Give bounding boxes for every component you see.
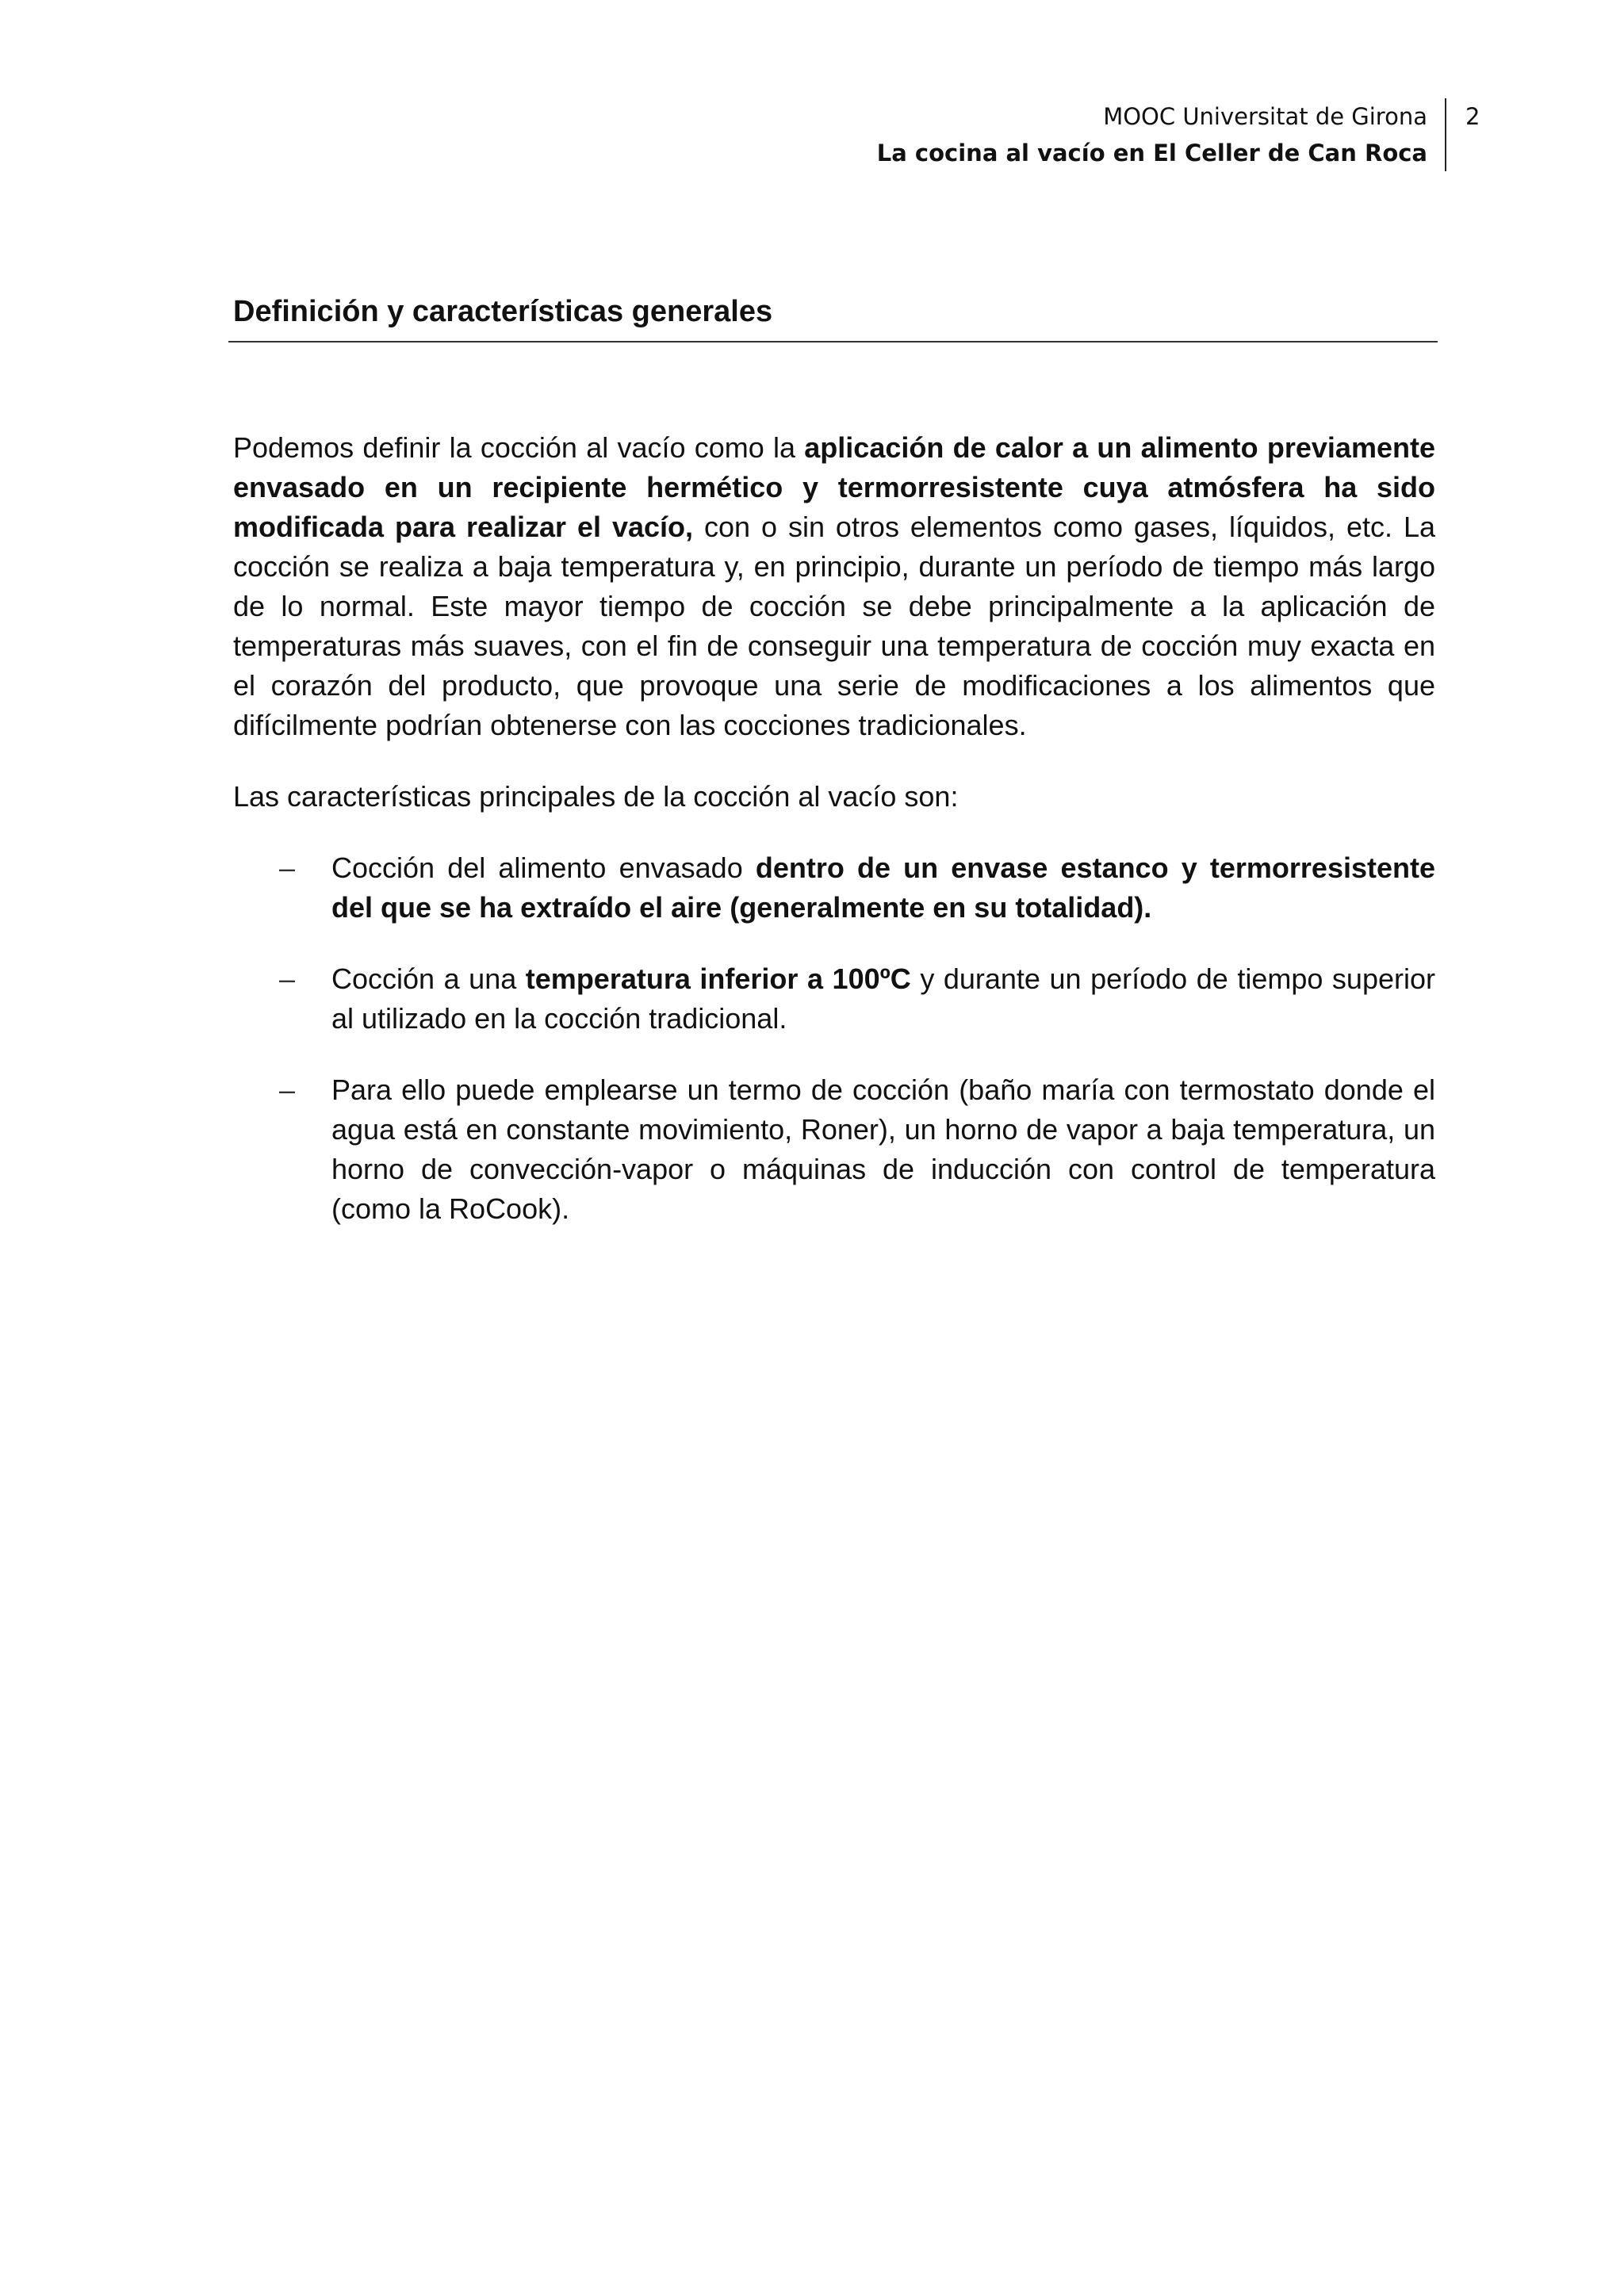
list-item-bold: dentro de un envase estanco y termorresistente del que se ha extraído el aire (generalmente en su totalidad). <box>331 851 1435 924</box>
list-item-text: Para ello puede emplearse un termo de cocción (baño maría con termostato donde el agua está en constante movimiento, Roner), un horno de vapor a baja temperatura, un horno de convección-vapor o máquinas de inducción con control de temperatura (como la RoCook). <box>331 1073 1435 1225</box>
dash-bullet-icon: – <box>279 1073 296 1106</box>
page-number: 2 <box>1465 103 1480 130</box>
dash-bullet-icon: – <box>279 851 296 884</box>
dash-bullet-icon: – <box>279 962 296 995</box>
features-intro: Las características principales de la cocción al vacío son: <box>233 780 959 813</box>
list-item-text: Cocción a una <box>331 962 526 995</box>
list-item-bold: temperatura inferior a 100ºC <box>525 962 911 995</box>
header-organization: MOOC Universitat de Girona <box>1103 103 1427 130</box>
intro-paragraph <box>233 428 1435 745</box>
intro-text-start: Podemos definir la cocción al vacío como la <box>233 431 805 464</box>
intro-bold-definition: aplicación de calor a un alimento previamente envasado en un recipiente hermético y termorresistente cuya atmósfera ha sido modificada para realizar el vacío, <box>233 431 1435 543</box>
document-body <box>233 428 1435 1261</box>
list-item-text-end: y durante un período de tiempo superior al utilizado en la cocción tradicional. <box>331 962 1435 1035</box>
intro-text-end: con o sin otros elementos como gases, líquidos, etc. La cocción se realiza a baja temperatura y, en principio, durante un período de tiempo más largo de lo normal. Este mayor tiempo de cocción se debe principalmente a la aplicación de temperaturas más suaves, con el fin de conseguir una temperatura de cocción muy exacta en el corazón del producto, que provoque una serie de modificaciones a los alimentos que difícilmente podrían obtenerse con las cocciones tradicionales. <box>233 511 1435 741</box>
list-item <box>279 959 1435 1039</box>
features-list <box>233 848 1435 1229</box>
list-item-text: Cocción del alimento envasado <box>331 851 756 884</box>
section-title: Definición y características generales <box>228 292 1438 342</box>
page-header <box>714 98 1446 171</box>
header-course-title: La cocina al vacío en El Celler de Can Roca <box>876 140 1427 166</box>
list-item <box>279 848 1435 928</box>
list-item <box>279 1070 1435 1229</box>
